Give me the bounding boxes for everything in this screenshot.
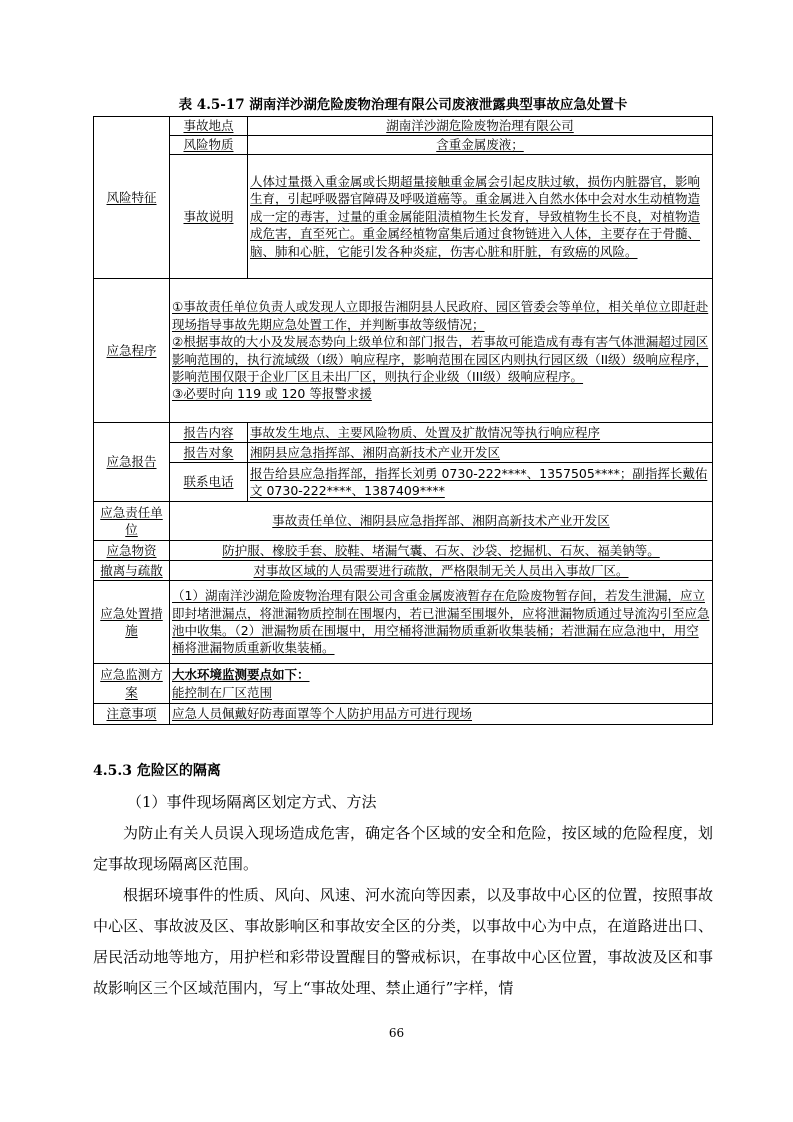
report-target-value: 湘阴县应急指挥部、湘阴高新技术产业开发区 <box>248 443 713 463</box>
location-value: 湖南洋沙湖危险废物治理有限公司 <box>248 117 713 136</box>
procedure-content <box>170 279 713 423</box>
measures-value: （1）湖南洋沙湖危险废物治理有限公司含重金属废液暂存在危险废物暂存间，若发生泄漏，应立即封堵泄漏点，将泄漏物质控制在围堰内，若已泄漏至围堰外，应将泄漏物质通过导流沟引至应急池中收集。（2）泄漏物质在围堰中，用空桶将泄漏物质重新收集装桶；若泄漏在应急池中，用空桶将泄漏物质重新收集装桶。 <box>170 581 713 664</box>
procedure-step-1: ①事故责任单位负责人或发现人立即报告湘阴县人民政府、园区管委会等单位，相关单位立即赶赴现场指导事故先期应急处置工作，并判断事故等级情况； <box>172 299 709 332</box>
phone-value: 报告给县应急指挥部，指挥长刘勇 0730-222****、1357505****；副指挥长戴佑文 0730-222****、1387409**** <box>248 463 713 502</box>
material-label: 风险物质 <box>170 136 248 155</box>
report-content-value: 事故发生地点、主要风险物质、处置及扩散情况等执行响应程序 <box>248 423 713 443</box>
paragraph-3: 根据环境事件的性质、风向、风速、河水流向等因素，以及事故中心区的位置，按照事故中心区、事故波及区、事故影响区和事故安全区的分类，以事故中心为中点，在道路进出口、居民活动地等地方，用护栏和彩带设置醒目的警戒标识，在事故中心区位置，事故波及区和事故影响区三个区域范围内，写上“事故处理、禁止通行”字样，情 <box>93 886 713 997</box>
description-value: 人体过量摄入重金属或长期超量接触重金属会引起皮肤过敏，损伤内脏器官，影响生育，引起呼吸器官障碍及呼吸道癌等。重金属进入自然水体中会对水生动植物造成一定的毒害，过量的重金属能阻渍植物生长发育，导致植物生长不良，对植物造成危害，直至死亡。重金属经植物富集后通过食物链进入人体，主要存在于骨髓、脑、肺和心脏，它能引发各种炎症，伤害心脏和肝脏，有致癌的风险。 <box>248 155 713 279</box>
risk-section-label: 风险特征 <box>94 117 170 279</box>
report-content-label: 报告内容 <box>170 423 248 443</box>
monitoring-content <box>170 664 713 704</box>
procedure-step-3: ③必要时向 119 或 120 等报警求援 <box>172 386 372 402</box>
notes-label: 注意事项 <box>94 704 170 725</box>
notes-value: 应急人员佩戴好防毒面罩等个人防护用品方可进行现场 <box>170 704 713 725</box>
monitoring-label: 应急监测方案 <box>94 664 170 704</box>
material-value: 含重金属废液； <box>248 136 713 155</box>
location-label: 事故地点 <box>170 117 248 136</box>
description-label: 事故说明 <box>170 155 248 279</box>
procedure-label: 应急程序 <box>94 279 170 423</box>
evacuation-value: 对事故区域的人员需要进行疏散，严格限制无关人员出入事故厂区。 <box>170 561 713 581</box>
report-label: 应急报告 <box>94 423 170 502</box>
table-caption: 表 4.5-17 湖南洋沙湖危险废物治理有限公司废液泄露典型事故应急处置卡 <box>178 97 628 113</box>
responsible-label: 应急责任单位 <box>94 502 170 541</box>
section-heading: 4.5.3 危险区的隔离 <box>93 763 221 779</box>
measures-label: 应急处置措施 <box>94 581 170 664</box>
paragraph-1: （1）事件现场隔离区划定方式、方法 <box>127 793 377 811</box>
evacuation-label: 撤离与疏散 <box>94 561 170 581</box>
supplies-value: 防护服、橡胶手套、胶鞋、堵漏气囊、石灰、沙袋、挖掘机、石灰、福美钠等。 <box>170 541 713 561</box>
monitoring-line-2: 能控制在厂区范围 <box>172 684 273 700</box>
supplies-label: 应急物资 <box>94 541 170 561</box>
page-number: 66 <box>388 1026 405 1040</box>
responsible-value: 事故责任单位、湘阴县应急指挥部、湘阴高新技术产业开发区 <box>170 502 713 541</box>
procedure-step-2: ②根据事故的大小及发展态势向上级单位和部门报告，若事故可能造成有毒有害气体泄漏超过园区影响范围的，执行流域级（Ⅰ级）响应程序，影响范围在园区内则执行园区级（II级）级响应程序，影响范围仅限于企业厂区且未出厂区，则执行企业级（III级）级响应程序。 <box>172 334 709 384</box>
phone-label: 联系电话 <box>170 463 248 502</box>
report-target-label: 报告对象 <box>170 443 248 463</box>
monitoring-line-1: 大水环境监测要点如下： <box>172 667 310 683</box>
emergency-card-table <box>93 116 713 725</box>
paragraph-2: 为防止有关人员误入现场造成危害，确定各个区域的安全和危险，按区域的危险程度，划定事故现场隔离区范围。 <box>93 824 713 873</box>
